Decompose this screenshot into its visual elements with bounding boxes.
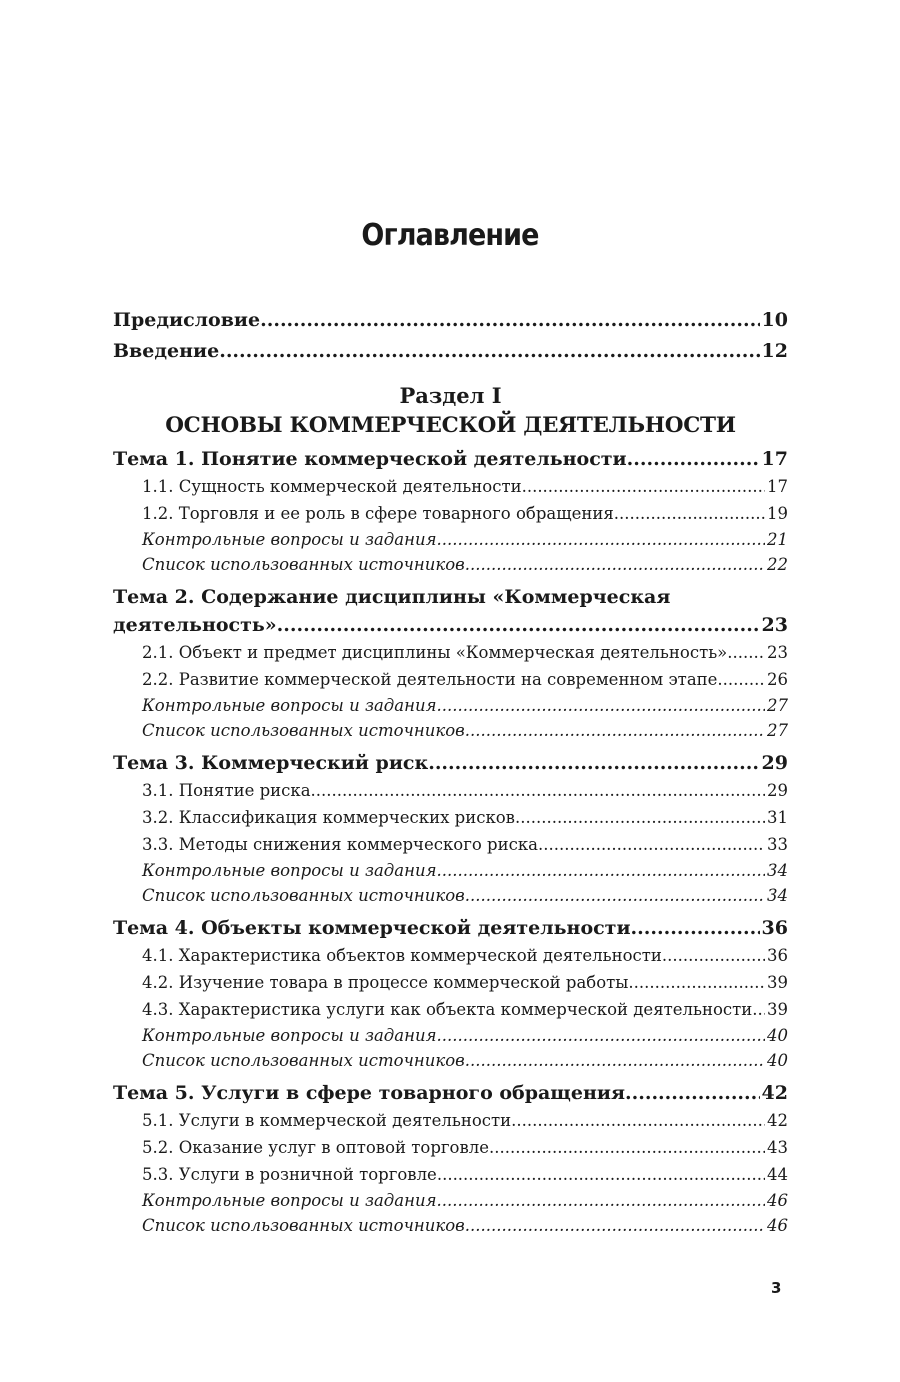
- toc-entry-title: Предисловие: [113, 309, 261, 331]
- toc-subentry[interactable]: [113, 831, 788, 858]
- toc-topic-page: 29: [761, 752, 788, 774]
- toc-topic-title: Тема 1. Понятие коммерческой деятельности: [113, 448, 627, 470]
- page-number: 3: [771, 1279, 782, 1297]
- toc-subentry-title: 4.1. Характеристика объектов коммерческой деятельности: [142, 946, 662, 965]
- dot-leader: [437, 858, 765, 883]
- toc-topic-5[interactable]: [113, 1079, 788, 1107]
- toc-subentry-title: 2.1. Объект и предмет дисциплины «Коммерческая деятельность»: [142, 643, 728, 662]
- dot-leader: [437, 1161, 765, 1188]
- dot-leader: [311, 777, 765, 804]
- toc-questions-title: Контрольные вопросы и задания: [142, 1191, 437, 1210]
- toc-subentry-title: 3.3. Методы снижения коммерческого риска: [142, 835, 538, 854]
- dot-leader: [465, 883, 765, 908]
- toc-questions-page: 46: [767, 1191, 788, 1210]
- toc-sources-title: Список использованных источников: [142, 555, 465, 574]
- table-of-contents: [113, 305, 788, 1238]
- toc-questions-title: Контрольные вопросы и задания: [142, 1026, 437, 1045]
- dot-leader: [437, 1023, 765, 1048]
- toc-sources[interactable]: [113, 883, 788, 908]
- toc-sources-page: 27: [767, 721, 788, 740]
- toc-subentry[interactable]: [113, 500, 788, 527]
- toc-topic-page: 17: [761, 448, 788, 470]
- toc-subentry-title: 3.1. Понятие риска: [142, 781, 311, 800]
- toc-questions[interactable]: [113, 693, 788, 718]
- toc-subentry-page: 43: [767, 1138, 788, 1157]
- toc-subentry[interactable]: [113, 1134, 788, 1161]
- toc-topic-title: Тема 3. Коммерческий риск: [113, 752, 429, 774]
- toc-topic-title-line1: Тема 2. Содержание дисциплины «Коммерческая: [113, 586, 671, 608]
- toc-subentry-page: 17: [767, 477, 788, 496]
- page-title: Оглавление: [361, 218, 539, 253]
- toc-subentry-title: 5.2. Оказание услуг в оптовой торговле: [142, 1138, 490, 1157]
- toc-questions-title: Контрольные вопросы и задания: [142, 696, 437, 715]
- toc-topic-page: 42: [761, 1082, 788, 1104]
- toc-subentry-page: 29: [767, 781, 788, 800]
- section-number: Раздел I: [399, 383, 502, 408]
- toc-subentry[interactable]: [113, 473, 788, 500]
- toc-subentry-page: 44: [767, 1165, 788, 1184]
- dot-leader: [437, 693, 765, 718]
- toc-subentry-title: 1.1. Сущность коммерческой деятельности: [142, 477, 522, 496]
- dot-leader: [437, 1188, 765, 1213]
- toc-sources-page: 34: [767, 886, 788, 905]
- toc-subentry[interactable]: [113, 777, 788, 804]
- dot-leader: [631, 914, 760, 942]
- toc-subentry[interactable]: [113, 804, 788, 831]
- toc-sources[interactable]: [113, 1048, 788, 1073]
- dot-leader: [522, 473, 765, 500]
- toc-topic-title: Тема 5. Услуги в сфере товарного обращения: [113, 1082, 625, 1104]
- dot-leader: [538, 831, 765, 858]
- toc-sources-page: 40: [767, 1051, 788, 1070]
- toc-subentry[interactable]: [113, 942, 788, 969]
- toc-subentry[interactable]: [113, 639, 788, 666]
- toc-subentry[interactable]: [113, 969, 788, 996]
- dot-leader: [627, 445, 760, 473]
- toc-entry-title: Введение: [113, 340, 220, 362]
- dot-leader: [752, 996, 765, 1023]
- dot-leader: [465, 718, 765, 743]
- toc-subentry-page: 26: [767, 670, 788, 689]
- toc-questions-title: Контрольные вопросы и задания: [142, 861, 437, 880]
- toc-subentry[interactable]: [113, 996, 788, 1023]
- toc-sources-title: Список использованных источников: [142, 886, 465, 905]
- toc-questions[interactable]: [113, 858, 788, 883]
- toc-sources-page: 22: [767, 555, 788, 574]
- toc-topic-3[interactable]: [113, 749, 788, 777]
- toc-entry-introduction[interactable]: [113, 336, 788, 367]
- toc-entry-page: 10: [761, 309, 788, 331]
- dot-leader: [727, 639, 765, 666]
- toc-topic-2[interactable]: [113, 583, 788, 639]
- dot-leader: [614, 500, 765, 527]
- dot-leader: [260, 305, 759, 336]
- toc-questions-page: 21: [767, 530, 788, 549]
- toc-subentry-title: 2.2. Развитие коммерческой деятельности на современном этапе: [142, 670, 718, 689]
- section-heading: [113, 381, 788, 441]
- toc-topic-title: Тема 4. Объекты коммерческой деятельности: [113, 917, 631, 939]
- toc-topic-page: 36: [761, 917, 788, 939]
- toc-sources[interactable]: [113, 1213, 788, 1238]
- toc-subentry-title: 4.3. Характеристика услуги как объекта коммерческой деятельности: [142, 1000, 753, 1019]
- toc-subentry-title: 1.2. Торговля и ее роль в сфере товарного обращения: [142, 504, 614, 523]
- toc-entry-preface[interactable]: [113, 305, 788, 336]
- dot-leader: [515, 804, 765, 831]
- toc-questions-title: Контрольные вопросы и задания: [142, 530, 437, 549]
- toc-questions-page: 27: [767, 696, 788, 715]
- toc-subentry[interactable]: [113, 1161, 788, 1188]
- toc-subentry-page: 31: [767, 808, 788, 827]
- toc-subentry-page: 39: [767, 1000, 788, 1019]
- toc-questions[interactable]: [113, 1023, 788, 1048]
- dot-leader: [465, 1213, 765, 1238]
- dot-leader: [628, 969, 765, 996]
- section-name: ОСНОВЫ КОММЕРЧЕСКОЙ ДЕЯТЕЛЬНОСТИ: [165, 413, 736, 438]
- toc-questions[interactable]: [113, 1188, 788, 1213]
- toc-topic-1[interactable]: [113, 445, 788, 473]
- toc-entry-page: 12: [761, 340, 788, 362]
- dot-leader: [437, 527, 765, 552]
- toc-subentry-title: 5.3. Услуги в розничной торговле: [142, 1165, 437, 1184]
- dot-leader: [511, 1107, 765, 1134]
- toc-sources[interactable]: [113, 718, 788, 743]
- dot-leader: [662, 942, 765, 969]
- toc-subentry[interactable]: [113, 1107, 788, 1134]
- toc-subentry-page: 39: [767, 973, 788, 992]
- toc-topic-page: 23: [761, 614, 788, 636]
- toc-sources-title: Список использованных источников: [142, 721, 465, 740]
- toc-questions[interactable]: [113, 527, 788, 552]
- toc-subentry-title: 3.2. Классификация коммерческих рисков: [142, 808, 515, 827]
- toc-topic-4[interactable]: [113, 914, 788, 942]
- dot-leader: [428, 749, 759, 777]
- dot-leader: [489, 1134, 765, 1161]
- toc-subentry-title: 4.2. Изучение товара в процессе коммерческой работы: [142, 973, 629, 992]
- toc-questions-page: 40: [767, 1026, 788, 1045]
- toc-subentry[interactable]: [113, 666, 788, 693]
- dot-leader: [277, 611, 760, 639]
- dot-leader: [717, 666, 765, 693]
- toc-subentry-page: 23: [767, 643, 788, 662]
- dot-leader: [465, 552, 765, 577]
- dot-leader: [219, 336, 759, 367]
- toc-topic-title-line2: деятельность»: [113, 614, 277, 636]
- toc-sources-title: Список использованных источников: [142, 1216, 465, 1235]
- toc-subentry-page: 36: [767, 946, 788, 965]
- dot-leader: [625, 1079, 760, 1107]
- toc-questions-page: 34: [767, 861, 788, 880]
- toc-subentry-page: 19: [767, 504, 788, 523]
- toc-sources[interactable]: [113, 552, 788, 577]
- toc-subentry-page: 42: [767, 1111, 788, 1130]
- toc-subentry-title: 5.1. Услуги в коммерческой деятельности: [142, 1111, 512, 1130]
- dot-leader: [465, 1048, 765, 1073]
- toc-sources-title: Список использованных источников: [142, 1051, 465, 1070]
- toc-subentry-page: 33: [767, 835, 788, 854]
- toc-sources-page: 46: [767, 1216, 788, 1235]
